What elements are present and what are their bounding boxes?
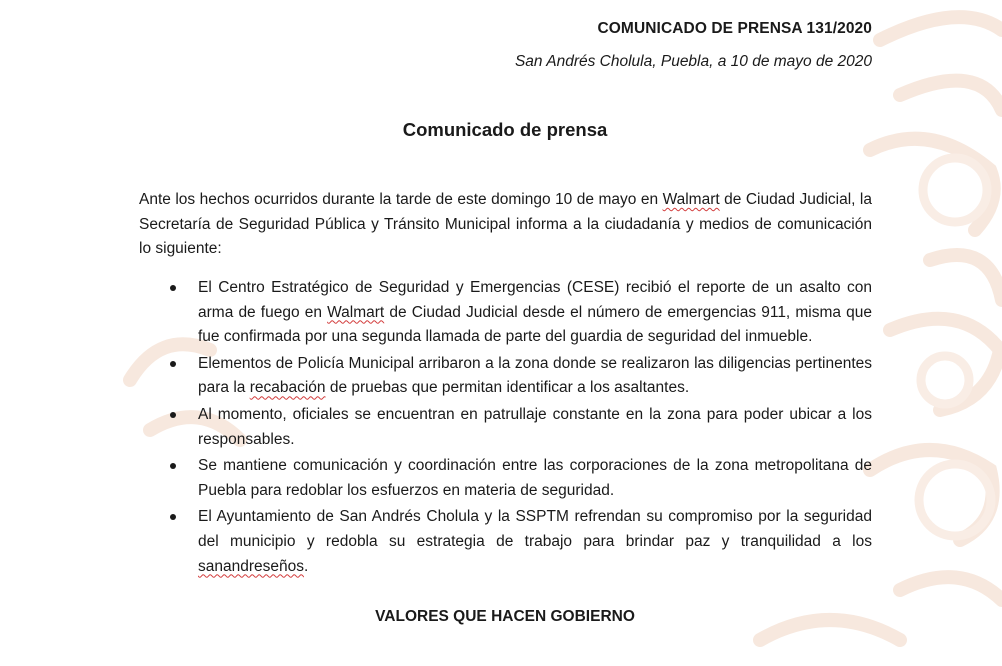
intro-paragraph [139,188,872,262]
document-title: Comunicado de prensa [402,119,608,140]
bullet-1-text-2: de Ciudad Judicial desde el número de emergencias 911, misma que fue confirmada por una segunda llamada de parte del guardia de seguridad del inmueble. [198,303,872,346]
list-item [139,505,872,579]
place-and-date: San Andrés Cholula, Puebla, a 10 de mayo de 2020 [514,53,872,70]
list-item [139,352,872,401]
bullet-icon [170,514,176,520]
closing-slogan: VALORES QUE HACEN GOBIERNO [375,608,635,625]
bullet-5-text-2: . [304,557,309,575]
press-release-number: COMUNICADO DE PRENSA 131/2020 [597,20,872,37]
bullet-icon [170,412,176,418]
bullet-1-text-1: El Centro Estratégico de Seguridad y Emergencias (CESE) recibió el reporte de un asalto con arma de fuego en [198,279,872,321]
bullet-2-text-2: de pruebas que permitan identificar a los asaltantes. [325,379,690,397]
bullet-icon [170,285,176,291]
intro-text-1: Ante los hechos ocurridos durante la tarde de este domingo 10 de mayo en [139,191,663,208]
bullet-5-flagged-word: sanandreseños [198,557,304,575]
list-item [139,276,872,350]
intro-text-2: de Ciudad Judicial, la Secretaría de Seguridad Pública y Tránsito Municipal informa a la ciudadanía y medios de comunicación lo siguiente: [139,191,872,258]
bullet-2-text-1: Elementos de Policía Municipal arribaron a la zona donde se realizaron las diligencias pertinentes para la [198,354,872,397]
bullet-list [139,276,872,579]
bullet-icon [170,361,176,367]
list-item [139,403,872,452]
bullet-4-text: Se mantiene comunicación y coordinación entre las corporaciones de la zona metropolitana de Puebla para redoblar los esfuerzos en materia de seguridad. [198,457,872,499]
bullet-1-flagged-word: Walmart [327,303,385,321]
bullet-2-flagged-word: recabación [249,379,326,397]
bullet-icon [170,463,176,469]
intro-flagged-word: Walmart [662,191,720,208]
bullet-3-text: Al momento, oficiales se encuentran en patrullaje constante en la zona para poder ubicar a los responsables. [198,405,872,448]
bullet-5-text-1: El Ayuntamiento de San Andrés Cholula y la SSPTM refrendan su compromiso por la seguridad del municipio y redobla su estrategia de trabajo para brindar paz y tranquilidad a los [198,508,872,550]
list-item [139,454,872,503]
